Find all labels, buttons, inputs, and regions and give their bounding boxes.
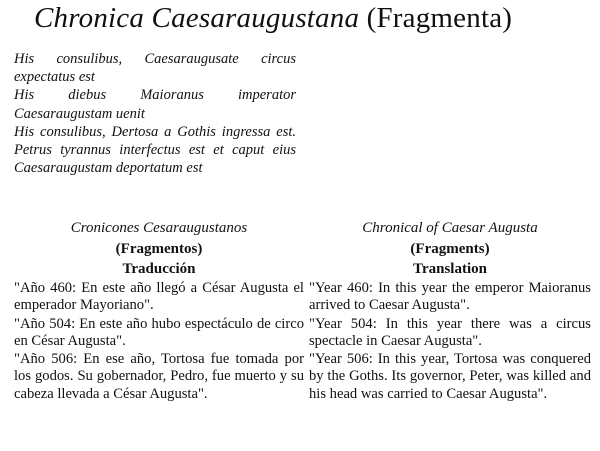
spanish-column-title: Cronicones Cesaraugustanos bbox=[70, 220, 248, 236]
document-title-main: Chronica Caesaraugustana bbox=[34, 2, 367, 34]
document-title-fragment-label: (Fragmenta) bbox=[366, 2, 513, 34]
spanish-column-heading: Traducción bbox=[122, 261, 196, 277]
latin-entry: His consulibus, Dertosa a Gothis ingressa est. Petrus tyrannus interfectus est et caput eius Caesaraugustam deportatum est bbox=[14, 123, 296, 177]
latin-text-block bbox=[14, 50, 296, 177]
english-column-subtitle: (Fragments) bbox=[410, 241, 490, 257]
english-column-title: Chronical of Caesar Augusta bbox=[362, 220, 538, 236]
latin-entry: His consulibus, Caesaraugusate circus expectatus est bbox=[14, 51, 296, 86]
english-entry: "Year 506: In this year, Tortosa was conquered by the Goths. Its governor, Peter, was killed and his head was carried to Caesar Augusta". bbox=[309, 351, 591, 402]
document-title bbox=[34, 2, 512, 35]
english-entry: "Year 460: In this year the emperor Maioranus arrived to Caesar Augusta". bbox=[309, 280, 591, 314]
english-column-heading: Translation bbox=[413, 261, 487, 277]
latin-entry: His diebus Maioranus imperator Caesaraugustam uenit bbox=[14, 87, 296, 122]
english-translation-column bbox=[309, 219, 591, 404]
spanish-entries bbox=[14, 280, 304, 403]
spanish-entry: "Año 504: En este año hubo espectáculo de circo en César Augusta". bbox=[14, 315, 304, 349]
spanish-entry: "Año 460: En este año llegó a César Augusta el emperador Mayoriano". bbox=[14, 280, 304, 314]
english-entries bbox=[309, 280, 591, 403]
spanish-column-subtitle: (Fragmentos) bbox=[115, 241, 203, 257]
spanish-entry: "Año 506: En ese año, Tortosa fue tomada por los godos. Su gobernador, Pedro, fue muerto y su cabeza llevada a César Augusta". bbox=[14, 351, 304, 402]
english-entry: "Year 504: In this year there was a circus spectacle in Caesar Augusta". bbox=[309, 315, 591, 349]
spanish-translation-column bbox=[14, 219, 304, 404]
